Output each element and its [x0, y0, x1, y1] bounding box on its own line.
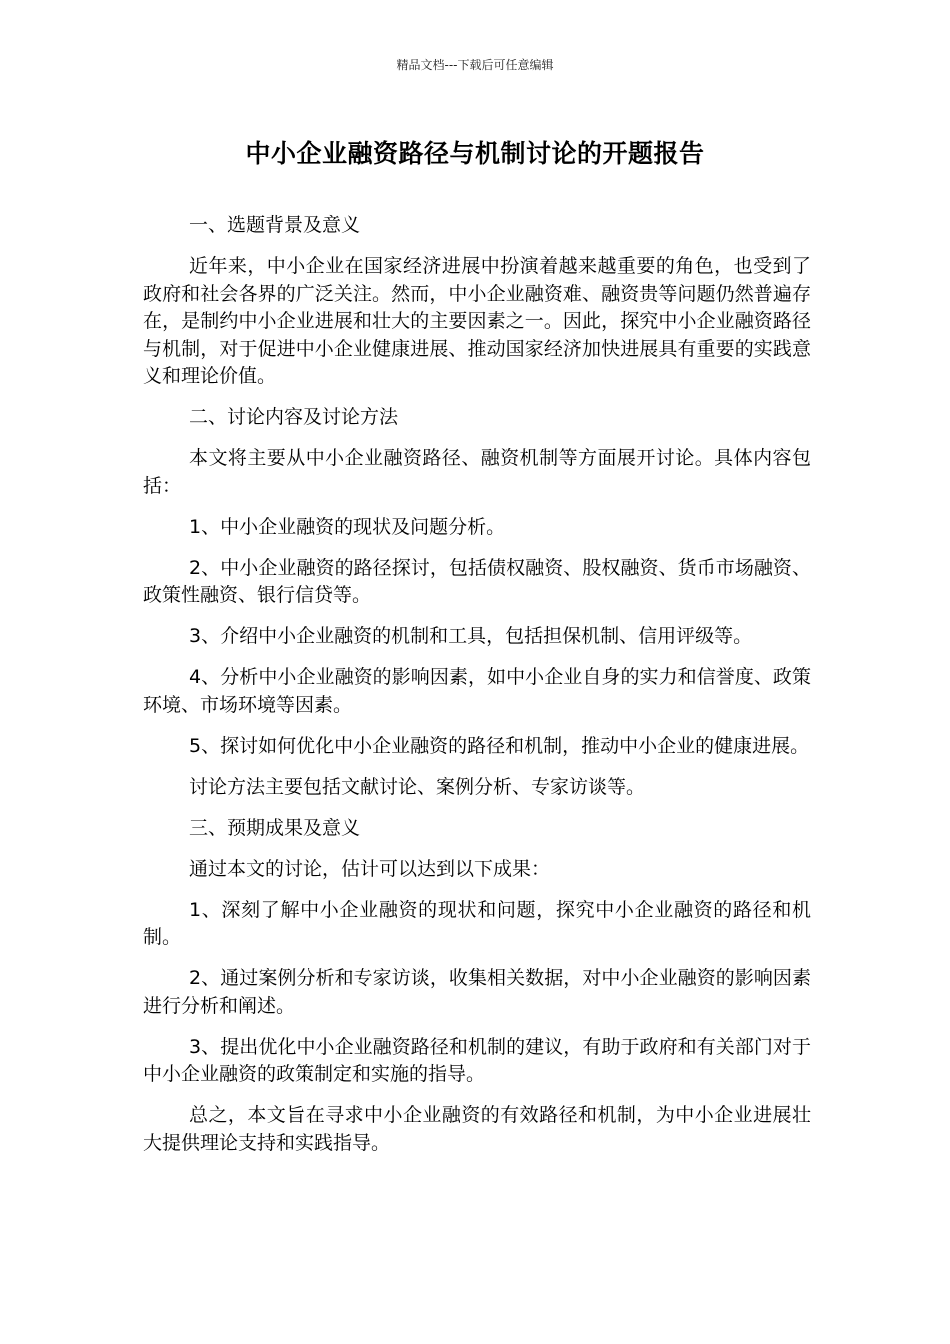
section-heading-background: 一、选题背景及意义 — [189, 214, 361, 236]
list-item-outcome-3: 3、提出优化中小企业融资路径和机制的建议，有助于政府和有关部门对于中小企业融资的政策制定和实施的指导。 — [143, 1035, 811, 1085]
list-item-content-3: 3、介绍中小企业融资的机制和工具，包括担保机制、信用评级等。 — [189, 625, 753, 647]
paragraph-outcomes-intro: 通过本文的讨论，估计可以达到以下成果： — [189, 857, 551, 880]
document-body — [143, 212, 811, 1171]
paragraph-background: 近年来，中小企业在国家经济进展中扮演着越来越重要的角色，也受到了政府和社会各界的广泛关注。然而，中小企业融资难、融资贵等问题仍然普遍存在，是制约中小企业进展和壮大的主要因素之一。因此，探究中小企业融资路径与机制，对于促进中小企业健康进展、推动国家经济加快进展具有重要的实践意义和理论价值。 — [143, 255, 811, 387]
list-item-content-2: 2、中小企业融资的路径探讨，包括债权融资、股权融资、货币市场融资、政策性融资、银行信贷等。 — [143, 556, 811, 606]
list-item-content-1: 1、中小企业融资的现状及问题分析。 — [189, 515, 506, 538]
list-item-content-5: 5、探讨如何优化中小企业融资的路径和机制，推动中小企业的健康进展。 — [189, 734, 810, 757]
paragraph-content-intro: 本文将主要从中小企业融资路径、融资机制等方面展开讨论。具体内容包括： — [143, 447, 811, 497]
paragraph-methods: 讨论方法主要包括文献讨论、案例分析、专家访谈等。 — [189, 775, 646, 798]
list-item-outcome-2: 2、通过案例分析和专家访谈，收集相关数据，对中小企业融资的影响因素进行分析和阐述。 — [143, 967, 811, 1017]
list-item-content-4: 4、分析中小企业融资的影响因素，如中小企业自身的实力和信誉度、政策环境、市场环境等因素。 — [143, 666, 811, 716]
section-heading-content-methods: 二、讨论内容及讨论方法 — [189, 406, 399, 428]
header-note: 精品文档---下载后可任意编辑 — [396, 58, 554, 72]
section-heading-outcomes: 三、预期成果及意义 — [189, 816, 361, 839]
document-title: 中小企业融资路径与机制讨论的开题报告 — [245, 139, 705, 168]
paragraph-conclusion: 总之，本文旨在寻求中小企业融资的有效路径和机制，为中小企业进展壮大提供理论支持和实践指导。 — [143, 1104, 811, 1154]
list-item-outcome-1: 1、深刻了解中小企业融资的现状和问题，探究中小企业融资的路径和机制。 — [143, 898, 811, 948]
